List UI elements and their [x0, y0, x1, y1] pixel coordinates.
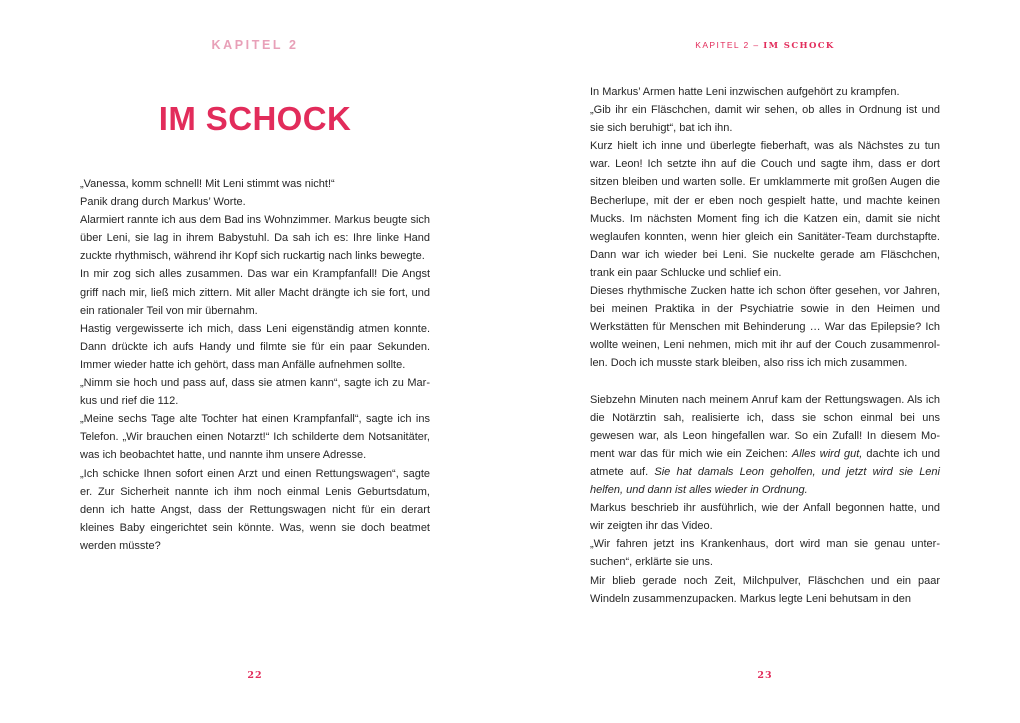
paragraph: „Wir fahren jetzt ins Krankenhaus, dort wird man sie genau untersuchen“, erklärte sie uns.: [590, 538, 940, 569]
paragraph: „Gib ihr ein Fläschchen, damit wir sehen, ob alles in Ordnung ist und sie sich beruhigt“, bat ich ihn.: [590, 104, 940, 135]
paragraph: Hastig vergewisserte ich mich, dass Leni eigenständig atmen konnte. Dann drückte ich aufs Handy und filmte sie für ein paar Sekunden. Immer wieder hatte ich gehört, dass man Anfälle aufnehmen sollte.: [80, 322, 430, 371]
paragraph: „Meine sechs Tage alte Tochter hat einen Krampfanfall“, sagte ich ins Telefon. „Wir brauchen einen Notarzt!“ Ich schilderte dem Notsanitäter, was ich beobachtet hatte, und nannte ihm unsere Adresse.: [80, 413, 430, 462]
paragraph: „Vanessa, komm schnell! Mit Leni stimmt was nicht!“: [80, 178, 335, 190]
running-head: [590, 40, 940, 51]
paragraph: Kurz hielt ich inne und überlegte fieberhaft, was als Nächstes zu tun war. Leon! Ich setzte ihn auf die Couch und sagte ihm, dass er dort sitzen bleiben und warten solle. Er umklammerte mit großen Augen die Becherlupe, mit der er eben noch gespielt hatte, und machte keinen Mucks. Im nächsten Moment fing ich die Katzen ein, damit sie nicht weglaufen konnten, wenn hier gleich ein Sanitäter-Team durchstapfte. Dann war ich wieder bei Leni. Sie nuckelte gerade am Fläschchen, trank ein paar Schlucke und schlief ein.: [590, 140, 940, 279]
italic-text: Sie hat damals Leon geholfen, und jetzt wird sie Leni helfen, und dann ist alles wieder in Ordnung.: [590, 465, 940, 497]
left-body-text: [80, 175, 430, 555]
paragraph: [590, 391, 940, 500]
page-number: 22: [247, 670, 263, 681]
chapter-label: KAPITEL 2: [211, 38, 299, 52]
chapter-title: IM SCHOCK: [158, 100, 352, 137]
running-head-prefix: KAPITEL 2 –: [695, 40, 764, 50]
paragraph: In mir zog sich alles zusammen. Das war ein Krampfanfall! Die Angst griff nach mir, ließ mich zittern. Mit aller Macht drängte ich sie fort, und ein rationaler Teil von mir übernahm.: [80, 268, 430, 317]
paragraph: Markus beschrieb ihr ausführlich, wie der Anfall begonnen hatte, und wir zeigten ihr das Video.: [590, 502, 940, 533]
right-page: [510, 0, 1020, 723]
paragraph: In Markus’ Armen hatte Leni inzwischen aufgehört zu krampfen.: [590, 86, 900, 98]
paragraph: „Nimm sie hoch und pass auf, dass sie atmen kann“, sagte ich zu Markus und rief die 112.: [80, 377, 430, 408]
text-run: dachte ich und atmete auf.: [590, 447, 940, 478]
paragraph: Mir blieb gerade noch Zeit, Milchpulver, Fläschchen und ein paar Windeln zusammenzupacken. Markus legte Leni behutsam in den: [590, 574, 940, 605]
running-head-title: IM SCHOCK: [763, 41, 835, 51]
right-body-text: [590, 83, 940, 608]
paragraph: Alarmiert rannte ich aus dem Bad ins Wohnzimmer. Markus beugte sich über Leni, sie lag in ihrem Babystuhl. Da sah ich es: Ihre linke Hand zuckte rhythmisch, während ihr Kopf sich ruckartig nach links bewegte.: [80, 214, 430, 263]
paragraph: Panik drang durch Markus’ Worte.: [80, 196, 246, 209]
text-run: Siebzehn Minuten nach meinem Anruf kam der Rettungswagen. Als ich die Notärztin sah, realisierte ich, dass sie schon einmal bei uns gewesen war, als Leon hingefallen war. So ein Zufall! In diesem Moment war das für mich wie ein Zeichen:: [590, 393, 940, 460]
section-break: [590, 373, 940, 391]
paragraph: „Ich schicke Ihnen sofort einen Arzt und einen Rettungswagen“, sagte er. Zur Sicherheit nannte ich ihm noch einmal Lenis Geburtsdatum, denn ich hatte Angst, dass der Rettungswagen nicht für ein derart kleines Baby eingerichtet sein könnte. Was, wenn sie doch beatmet werden müsste?: [80, 467, 430, 552]
paragraph: Dieses rhythmische Zucken hatte ich schon öfter gesehen, vor Jahren, bei meinen Praktika in der Psychiatrie sowie in den Heimen und Werkstätten für Menschen mit Behinderung … War das Epilepsie? Ich wollte weinen, Leni nehmen, mich mit ihr auf der Couch zusammenrollen. Doch ich musste stark bleiben, also riss ich mich zusammen.: [590, 285, 940, 370]
page-number: 23: [757, 670, 773, 681]
italic-text: Alles wird gut,: [791, 447, 863, 460]
